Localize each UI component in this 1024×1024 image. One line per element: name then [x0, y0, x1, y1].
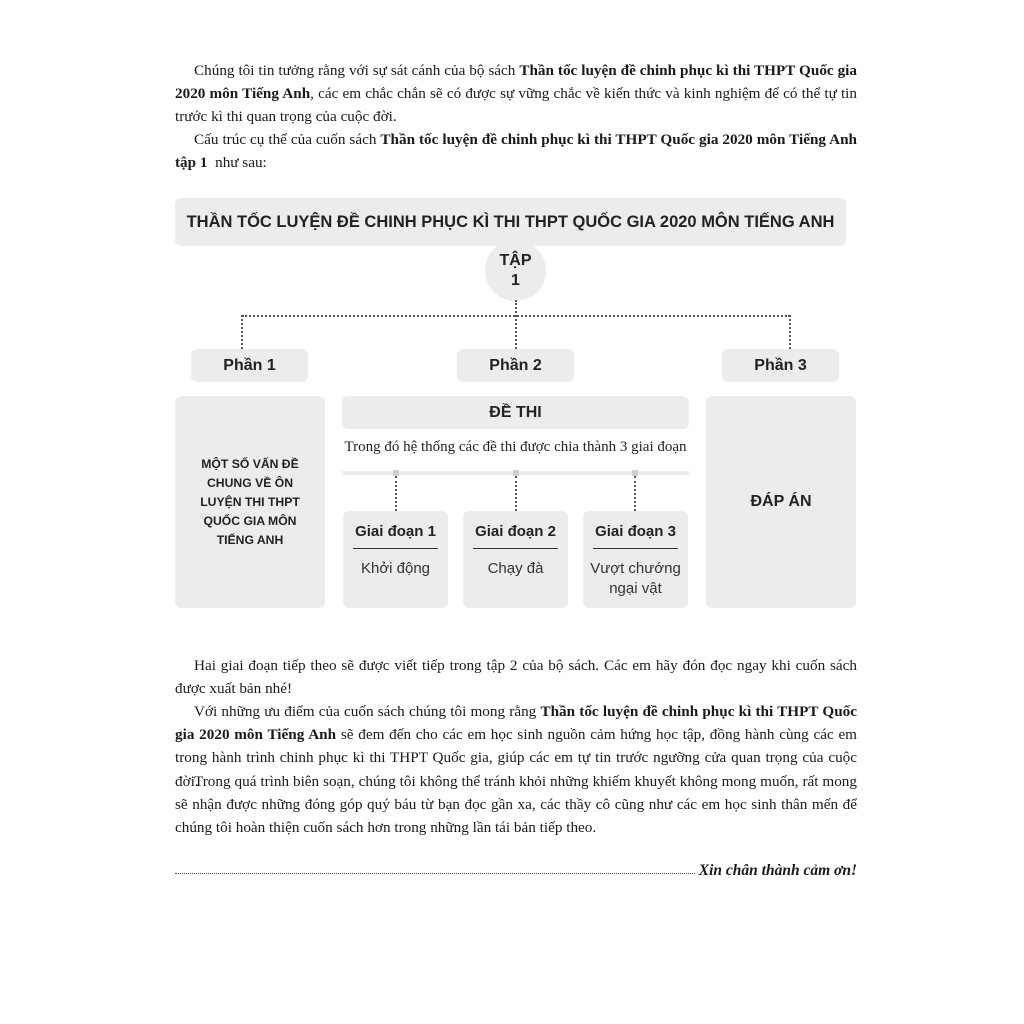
stage-connector-3 [634, 476, 636, 511]
part2-header: ĐỀ THI [342, 396, 689, 429]
thanks-line [175, 856, 857, 880]
stage-desc: Chạy đà [487, 560, 544, 577]
connector-line-part2 [515, 300, 517, 349]
stage-card-2 [463, 511, 568, 608]
connector-line-part3 [789, 315, 791, 349]
part3-content: ĐÁP ÁN [706, 396, 856, 608]
part2-subtitle: Trong đó hệ thống các đề thi được chia thành 3 giai đoạn [344, 439, 687, 455]
stage-divider [473, 548, 558, 549]
outro-paragraph-1: Hai giai đoạn tiếp theo sẽ được viết tiếp trong tập 2 của bộ sách. Các em hãy đón đọc ngay khi cuốn sách được xuất bản nhé! [175, 657, 857, 698]
part1-label: Phần 1 [191, 349, 308, 382]
stage-title: Giai đoạn 3 [595, 523, 676, 540]
outro-paragraph-2: Với những ưu điểm của cuốn sách chúng tôi mong rằng Thần tốc luyện đề chinh phục kì thi THPT Quốc gia 2020 môn Tiếng Anh sẽ đem đến cho các em học sinh nguồn cảm hứng học tập, đồng hành cùng các em trong hành trình chinh phục kì thi THPT Quốc gia, giúp các em tự tin trước ngưỡng cửa quan trọng của cuộc đời. [175, 703, 857, 790]
intro-paragraph-1: Chúng tôi tin tưởng rằng với sự sát cánh của bộ sách Thần tốc luyện đề chinh phục kì thi THPT Quốc gia 2020 môn Tiếng Anh, các em chắc chắn sẽ có được sự vững chắc về kiến thức và kinh nghiệm để có thể tự tin trước kì thi quan trọng của cuộc đời. [175, 62, 858, 126]
intro-paragraph-2: Cấu trúc cụ thể của cuốn sách Thần tốc luyện đề chinh phục kì thi THPT Quốc gia 2020 môn Tiếng Anh tập 1 như sau: [175, 131, 857, 172]
stage-connector-1 [395, 476, 397, 511]
stage-desc: Vượt chướng ngại vật [590, 560, 681, 597]
stage-card-3 [583, 511, 688, 608]
part1-content: MỘT SỐ VẤN ĐỀ CHUNG VỀ ÔN LUYỆN THI THPT QUỐC GIA MÔN TIẾNG ANH [175, 396, 325, 608]
stage-title: Giai đoạn 1 [355, 523, 436, 540]
part2-label: Phần 2 [457, 349, 574, 382]
thanks-text: Xin chân thành cảm ơn! [698, 862, 857, 879]
stage-title: Giai đoạn 2 [475, 523, 556, 540]
connector-line-part1 [241, 315, 243, 349]
stage-card-1 [343, 511, 448, 608]
stage-divider [353, 548, 438, 549]
thanks-dots [175, 873, 695, 874]
diagram-title: THẦN TỐC LUYỆN ĐỀ CHINH PHỤC KÌ THI THPT QUỐC GIA 2020 MÔN TIẾNG ANH [175, 198, 846, 246]
outro-paragraph-3: Trong quá trình biên soạn, chúng tôi không thể tránh khỏi những khiếm khuyết không mong muốn, rất mong sẽ nhận được những đóng góp quý báu từ bạn đọc gần xa, các thầy cô cũng như các em học sinh thân mến để chúng tôi hoàn thiện cuốn sách hơn trong những lần tái bản tiếp theo. [175, 773, 857, 837]
stage-divider [593, 548, 678, 549]
stage-desc: Khởi động [360, 560, 431, 577]
stage-connector-2 [515, 476, 517, 511]
volume-badge: TẬP 1 [485, 240, 546, 301]
part3-label: Phần 3 [722, 349, 839, 382]
